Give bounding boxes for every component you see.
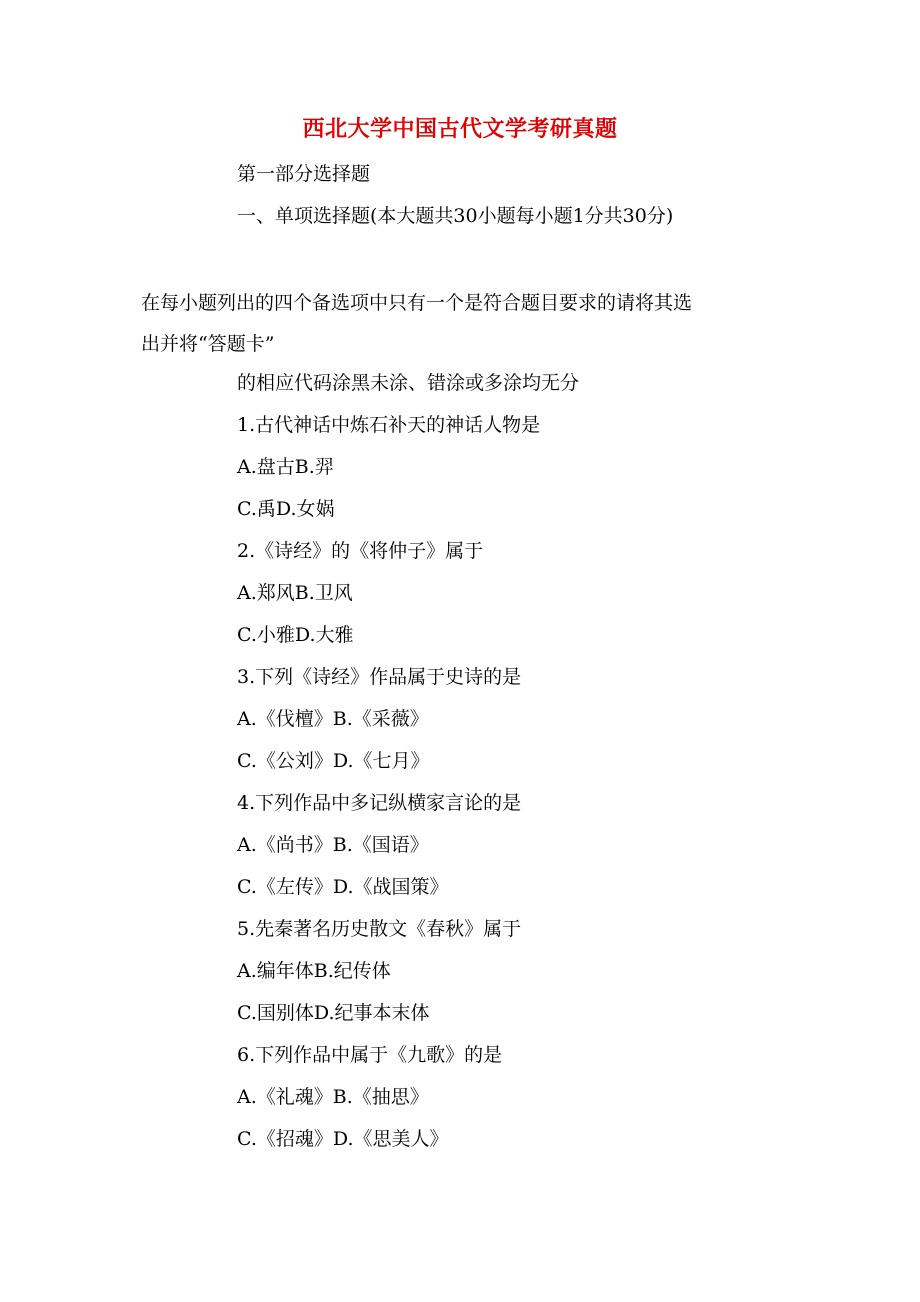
question-stem: 2.《诗经》的《将仲子》属于 [237, 540, 484, 562]
question-stem: 6.下列作品中属于《九歌》的是 [237, 1044, 503, 1066]
question-options: C.《招魂》D.《思美人》 [237, 1128, 449, 1150]
question-options: A.《尚书》B.《国语》 [237, 834, 429, 856]
section-heading: 一、单项选择题(本大题共30小题每小题1分共30分) [237, 205, 674, 227]
instructions-line: 在每小题列出的四个备选项中只有一个是符合题目要求的请将其选 [141, 292, 693, 314]
question-options: A.盘古B.羿 [237, 456, 334, 478]
question-options: C.小雅D.大雅 [237, 624, 354, 646]
question-stem: 5.先秦著名历史散文《春秋》属于 [237, 918, 522, 940]
part-heading: 第一部分选择题 [237, 163, 371, 185]
question-stem: 1.古代神话中炼石补天的神话人物是 [237, 414, 541, 436]
question-options: C.《左传》D.《战国策》 [237, 876, 449, 898]
instructions-line: 的相应代码涂黑未涂、错涂或多涂均无分 [237, 372, 580, 394]
question-options: A.《伐檀》B.《采薇》 [237, 708, 429, 730]
question-options: C.国别体D.纪事本末体 [237, 1002, 430, 1024]
instructions-line: 出并将“答题卡” [141, 333, 275, 355]
question-options: C.《公刘》D.《七月》 [237, 750, 430, 772]
question-stem: 4.下列作品中多记纵横家言论的是 [237, 792, 522, 814]
question-stem: 3.下列《诗经》作品属于史诗的是 [237, 666, 522, 688]
question-options: C.禹D.女娲 [237, 498, 335, 520]
question-options: A.郑风B.卫风 [237, 582, 353, 604]
question-options: A.《礼魂》B.《抽思》 [237, 1086, 429, 1108]
question-options: A.编年体B.纪传体 [237, 960, 391, 982]
document-title: 西北大学中国古代文学考研真题 [302, 116, 618, 142]
instructions-paragraph [141, 283, 781, 365]
